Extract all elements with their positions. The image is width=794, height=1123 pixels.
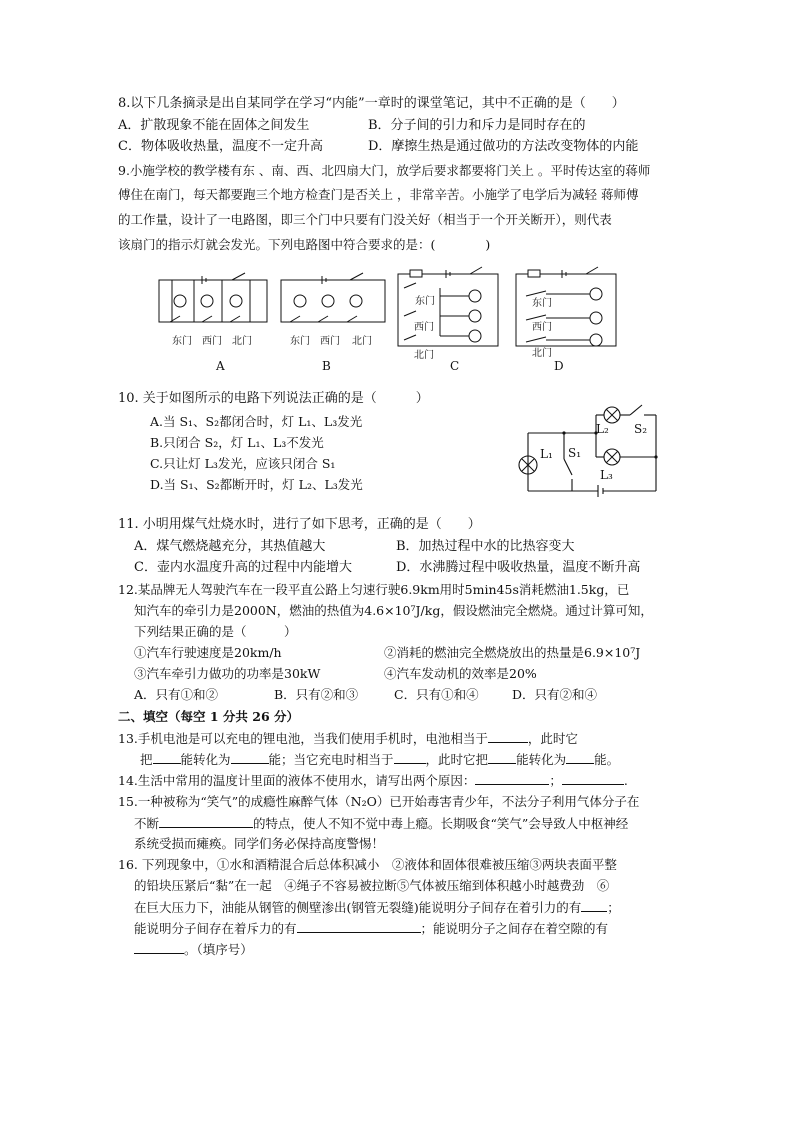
- q8-option-d: D．摩擦生热是通过做功的方法改变物体的内能: [368, 139, 639, 154]
- circuit-b: [281, 273, 385, 322]
- q14-blank-1[interactable]: [475, 771, 549, 785]
- q15-line3: 系统受损而瘫痪。同学们务必保持高度警惕！: [134, 836, 385, 851]
- q15-line1: 15.一种被称为“笑气”的成瘾性麻醉气体（N₂O）已开始毒害青少年，不法分子利用气体分子在: [118, 794, 640, 809]
- q13-text-4: 能转化为: [180, 752, 231, 767]
- q16-blank-2[interactable]: [297, 919, 421, 933]
- q8-option-c: C．物体吸收热量，温度不一定升高: [118, 139, 323, 154]
- q16-blank-3[interactable]: [134, 940, 184, 954]
- q13-text-3: 把: [140, 752, 153, 767]
- c-label-west: 西门: [414, 322, 434, 333]
- label-s2: S₂: [634, 422, 648, 436]
- q13-blank-2[interactable]: [153, 750, 181, 764]
- q12-line3: 下列结果正确的是（ ）: [134, 624, 297, 639]
- q12-option-b: B．只有②和③: [274, 687, 359, 702]
- label-l1: L₁: [540, 447, 553, 461]
- q14-text-1: 14.生活中常用的温度计里面的液体不使用水，请写出两个原因：: [118, 773, 476, 788]
- q12-option-a: A．只有①和②: [134, 687, 219, 702]
- b-label-north: 北门: [352, 336, 372, 347]
- q15-text-1: 不断: [134, 816, 160, 831]
- q13-text-1: 13.手机电池是可以充电的锂电池，当我们使用手机时，电池相当于: [118, 731, 488, 746]
- q12-stmt3: ③汽车牵引力做功的功率是30kW: [134, 666, 321, 681]
- q16-text-2: ；: [607, 900, 620, 915]
- q13-line2: [140, 750, 619, 769]
- q16-line4: [134, 919, 608, 938]
- q15-line2: [134, 814, 628, 833]
- q16-line5: [134, 940, 253, 959]
- q16-text-4: ；能说明分子之间存在着空隙的有: [420, 921, 609, 936]
- section-2-title: 二、填空（每空 1 分共 26 分）: [118, 709, 300, 724]
- a-label-west: 西门: [202, 336, 222, 347]
- q13-blank-1[interactable]: [488, 729, 528, 743]
- option-b-label: B: [322, 359, 331, 373]
- d-label-east: 东门: [532, 298, 552, 309]
- q14-blank-2[interactable]: [562, 771, 624, 785]
- q13-blank-3[interactable]: [231, 750, 269, 764]
- q16-line1: 16. 下列现象中，①水和酒精混合后总体积减小 ②液体和固体很难被压缩③两块表面平整: [118, 857, 617, 872]
- q16-blank-1[interactable]: [581, 898, 607, 912]
- label-l3: L₃: [600, 468, 613, 482]
- d-label-west: 西门: [532, 322, 552, 333]
- q16-text-1: 在巨大压力下，油能从钢管的侧壁渗出(钢管无裂缝)能说明分子间存在着引力的有: [134, 900, 582, 915]
- circuit-d: [516, 267, 616, 346]
- q15-text-2: 的特点，使人不知不觉中毒上瘾。长期吸食“笑气”会导致人中枢神经: [253, 816, 629, 831]
- q10-option-d: D.当 S₁、S₂都断开时，灯 L₂、L₃发光: [150, 477, 363, 492]
- label-l2: L₂: [596, 422, 609, 436]
- q12-option-d: D．只有②和④: [512, 687, 598, 702]
- q13-text-8: 能。: [594, 752, 620, 767]
- q8-stem: 8.以下几条摘录是出自某同学在学习“内能”一章时的课堂笔记，其中不正确的是（ ）: [118, 96, 625, 111]
- q9-line2: 傅住在南门，每天都要跑三个地方检查门是否关上 ，非常辛苦。小施学了电学后为减轻 蒋师傅: [118, 187, 639, 202]
- q10-circuit-figure: [508, 395, 668, 497]
- q16-line3: [134, 898, 620, 917]
- q9-line3: 的工作量，设计了一电路图，即三个门中只要有门没关好（相当于一个开关断开），则代表: [118, 212, 612, 227]
- q12-stmt1: ①汽车行驶速度是20km/h: [134, 645, 282, 660]
- b-label-west: 西门: [320, 336, 340, 347]
- q11-option-d: D．水沸腾过程中吸收热量，温度不断升高: [396, 560, 641, 575]
- q10-option-a: A.当 S₁、S₂都闭合时，灯 L₁、L₃发光: [150, 414, 363, 429]
- q10-option-b: B.只闭合 S₂，灯 L₁、L₃不发光: [150, 435, 324, 450]
- q16-text-3: 能说明分子间存在着斥力的有: [134, 921, 297, 936]
- q11-option-c: C．壶内水温度升高的过程中内能增大: [134, 560, 352, 575]
- q12-stmt4: ④汽车发动机的效率是20%: [384, 666, 537, 681]
- d-label-north: 北门: [532, 348, 552, 359]
- q10-option-c: C.只让灯 L₃发光，应该只闭合 S₁: [150, 456, 336, 471]
- q12-option-c: C．只有①和④: [394, 687, 479, 702]
- q14-line: [118, 771, 628, 790]
- q15-blank-1[interactable]: [159, 814, 253, 828]
- q16-text-5: 。（填序号）: [184, 942, 253, 957]
- q12-line1: 12.某品牌无人驾驶汽车在一段平直公路上匀速行驶6.9km用时5min45s消耗燃油1.5kg，已: [118, 582, 630, 597]
- q12-line2: 知汽车的牵引力是2000N，燃油的热值为4.6×10⁷J/kg，假设燃油完全燃烧。通过计算可知，: [134, 603, 653, 618]
- q13-text-2: ，此时它: [527, 731, 578, 746]
- q9-circuit-figure: [150, 264, 630, 376]
- a-label-east: 东门: [172, 336, 192, 347]
- q9-line1: 9.小施学校的教学楼有东 、南、西、北四扇大门，放学后要求都要将门关上 。平时传达室的蒋师: [118, 163, 651, 178]
- label-s1: S₁: [568, 446, 582, 460]
- q12-stmt2: ②消耗的燃油完全燃烧放出的热量是6.9×10⁷J: [384, 645, 641, 660]
- q13-text-6: ，此时它把: [425, 752, 489, 767]
- q11-option-a: A．煤气燃烧越充分，其热值越大: [134, 539, 326, 554]
- option-c-label: C: [450, 359, 460, 373]
- q14-text-3: .: [623, 773, 628, 788]
- option-d-label: D: [554, 359, 564, 373]
- q14-text-2: ；: [549, 773, 562, 788]
- circuit-c: [398, 267, 498, 346]
- q10-stem: 10. 关于如图所示的电路下列说法正确的是（ ）: [118, 391, 429, 406]
- q13-text-7: 能转化为: [516, 752, 567, 767]
- a-label-north: 北门: [232, 336, 252, 347]
- q8-option-b: B．分子间的引力和斥力是同时存在的: [368, 118, 586, 133]
- q11-option-b: B．加热过程中水的比热容变大: [396, 539, 575, 554]
- q13-text-5: 能；当它充电时相当于: [268, 752, 394, 767]
- option-a-label: A: [216, 359, 225, 373]
- q13-blank-5[interactable]: [488, 750, 516, 764]
- c-label-east: 东门: [415, 296, 435, 307]
- q13-line1: [118, 729, 578, 748]
- b-label-east: 东门: [290, 336, 310, 347]
- q9-line4: 该扇门的指示灯就会发光。下列电路图中符合要求的是：( ): [118, 237, 491, 252]
- q16-line2: 的铅块压紧后“黏”在一起 ④绳子不容易被拉断⑤气体被压缩到体积越小时越费劲 ⑥: [134, 878, 610, 893]
- q13-blank-4[interactable]: [394, 750, 426, 764]
- q11-stem: 11. 小明用煤气灶烧水时，进行了如下思考，正确的是（ ）: [118, 517, 481, 532]
- circuit-a: [159, 273, 267, 322]
- q8-option-a: A．扩散现象不能在固体之间发生: [118, 118, 310, 133]
- q13-blank-6[interactable]: [566, 750, 594, 764]
- c-label-north: 北门: [414, 350, 434, 361]
